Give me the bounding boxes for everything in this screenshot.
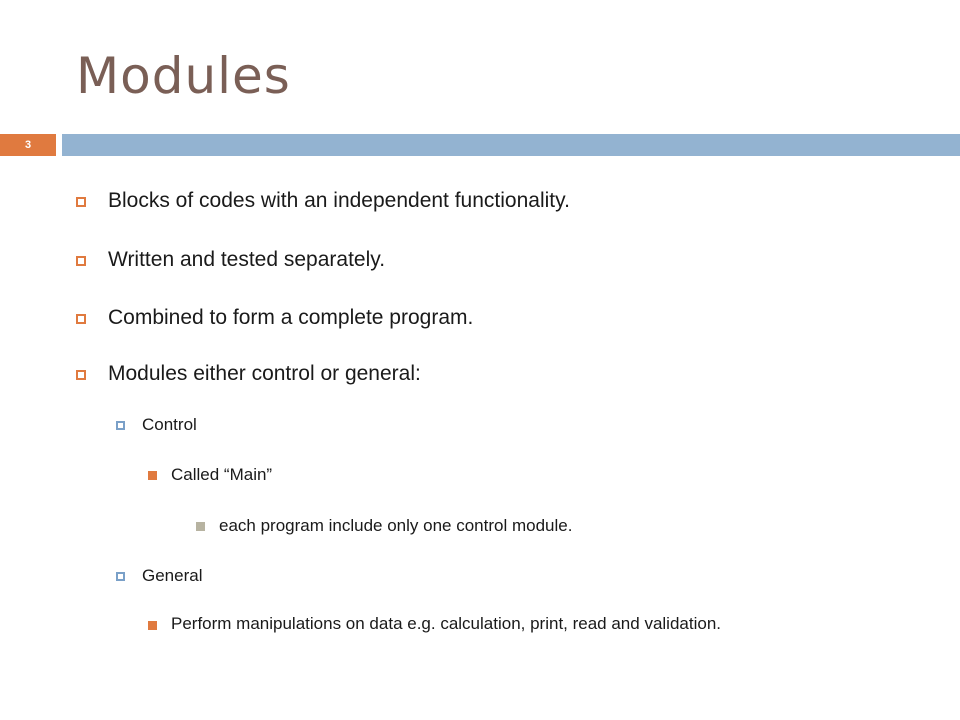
bullet-icon xyxy=(76,256,86,266)
sub-sub-bullet xyxy=(148,465,272,485)
bullet-icon xyxy=(116,572,125,581)
slide-number: 3 xyxy=(0,134,56,156)
sub-sub-sub-bullet-text: each program include only one control module. xyxy=(219,516,573,535)
bullet-icon xyxy=(116,421,125,430)
bullet-item xyxy=(76,362,421,386)
bullet-item xyxy=(76,189,570,213)
sub-bullet-control xyxy=(116,415,197,435)
bullet-icon xyxy=(148,621,157,630)
sub-bullet-general xyxy=(116,566,202,586)
bullet-text: Written and tested separately. xyxy=(108,248,386,271)
bullet-text: Combined to form a complete program. xyxy=(108,306,474,329)
bullet-icon xyxy=(76,197,86,207)
bullet-icon xyxy=(148,471,157,480)
bullet-item xyxy=(76,248,385,272)
bullet-icon xyxy=(76,370,86,380)
bullet-text: Blocks of codes with an independent functionality. xyxy=(108,189,570,212)
sub-bullet-text: Control xyxy=(142,415,197,434)
bullet-icon xyxy=(76,314,86,324)
bullet-item xyxy=(76,306,473,330)
bullet-text: Modules either control or general: xyxy=(108,362,421,385)
header-bar xyxy=(62,134,960,156)
sub-sub-bullet xyxy=(148,615,851,644)
sub-sub-bullet-text: Called “Main” xyxy=(171,465,273,484)
slide-title: Modules xyxy=(76,47,291,105)
sub-bullet-text: General xyxy=(142,566,203,585)
sub-sub-sub-bullet xyxy=(196,516,572,536)
bullet-icon xyxy=(196,522,205,531)
sub-sub-bullet-text: Perform manipulations on data e.g. calculation, print, read and validation. xyxy=(171,614,721,633)
